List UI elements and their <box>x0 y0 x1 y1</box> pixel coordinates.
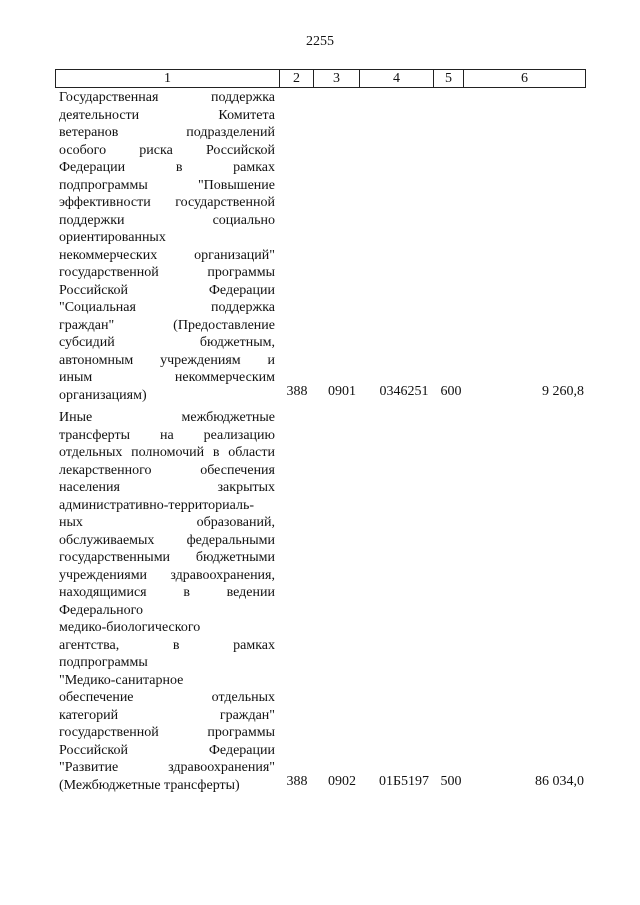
description-line: иным некоммерческим <box>59 370 275 385</box>
description-line: трансферты на реализацию <box>59 427 275 443</box>
ministry-code: 388 <box>286 774 308 789</box>
description-line: обеспечение отдельных <box>59 690 275 705</box>
description-line: Федерации в рамках <box>59 160 275 175</box>
page-number: 2255 <box>306 34 334 49</box>
description-line: подпрограммы "Повышение <box>59 177 275 193</box>
description-line: (Межбюджетные трансферты) <box>59 777 240 793</box>
description-line: Государственная поддержка <box>59 90 275 105</box>
ministry-code: 388 <box>286 384 308 399</box>
description-line: ветеранов подразделений <box>59 125 275 140</box>
description-line: ориентированных <box>59 230 166 245</box>
description-line: поддержки социально <box>59 212 275 228</box>
target-article-code: 01Б5197 <box>378 774 430 789</box>
header-col-5: 5 <box>434 70 464 87</box>
description-line: государственными бюджетными <box>59 550 275 565</box>
description-line: ных образований, <box>59 515 275 530</box>
description-line: Федерального <box>59 602 144 618</box>
description-line: "Развитие здравоохранения" <box>59 760 275 775</box>
target-article-code: 0346251 <box>379 384 429 399</box>
header-col-4: 4 <box>360 70 434 87</box>
description-line: учреждениями здравоохранения, <box>59 567 275 583</box>
header-col-1: 1 <box>56 70 280 87</box>
section-code: 0901 <box>328 384 356 399</box>
description-line: подпрограммы <box>59 655 148 670</box>
description-line: "Медико-санитарное <box>59 672 184 688</box>
description-line: субсидий бюджетным, <box>59 335 275 350</box>
expense-type-code: 600 <box>440 384 462 399</box>
description-line: "Социальная поддержка <box>59 300 275 315</box>
header-col-3: 3 <box>314 70 360 87</box>
description-line: категорий граждан" <box>59 707 275 723</box>
description-line: автономным учреждениям и <box>59 352 275 368</box>
section-code: 0902 <box>328 774 356 789</box>
description-line: государственной программы <box>59 265 275 280</box>
description-line: особого риска Российской <box>59 142 275 158</box>
description-line: граждан" (Предоставление <box>59 317 275 333</box>
description-line: Российской Федерации <box>59 742 275 758</box>
table-header-row <box>55 69 586 88</box>
description-line: лекарственного обеспечения <box>59 462 275 478</box>
description-line: государственной программы <box>59 725 275 740</box>
description-line: административно-территориаль- <box>59 497 255 513</box>
expense-type-code: 500 <box>440 774 462 789</box>
description-line: Российской Федерации <box>59 282 275 298</box>
amount-value: 86 034,0 <box>535 774 584 789</box>
description-line: населения закрытых <box>59 480 275 495</box>
table-row-description <box>59 409 275 794</box>
header-col-6: 6 <box>521 71 528 86</box>
table-row-description <box>59 89 275 404</box>
description-line: организациям) <box>59 387 147 403</box>
description-line: деятельности Комитета <box>59 107 275 123</box>
description-line: агентства, в рамках <box>59 637 275 653</box>
description-line: обслуживаемых федеральными <box>59 532 275 548</box>
header-col-2: 2 <box>280 70 314 87</box>
description-line: находящимися в ведении <box>59 585 275 600</box>
description-line: медико-биологического <box>59 620 201 635</box>
description-line: Иные межбюджетные <box>59 410 275 425</box>
description-line: некоммерческих организаций" <box>59 247 275 263</box>
description-line: эффективности государственной <box>59 195 275 210</box>
description-line: отдельных полномочий в области <box>59 445 275 460</box>
amount-value: 9 260,8 <box>542 384 584 399</box>
